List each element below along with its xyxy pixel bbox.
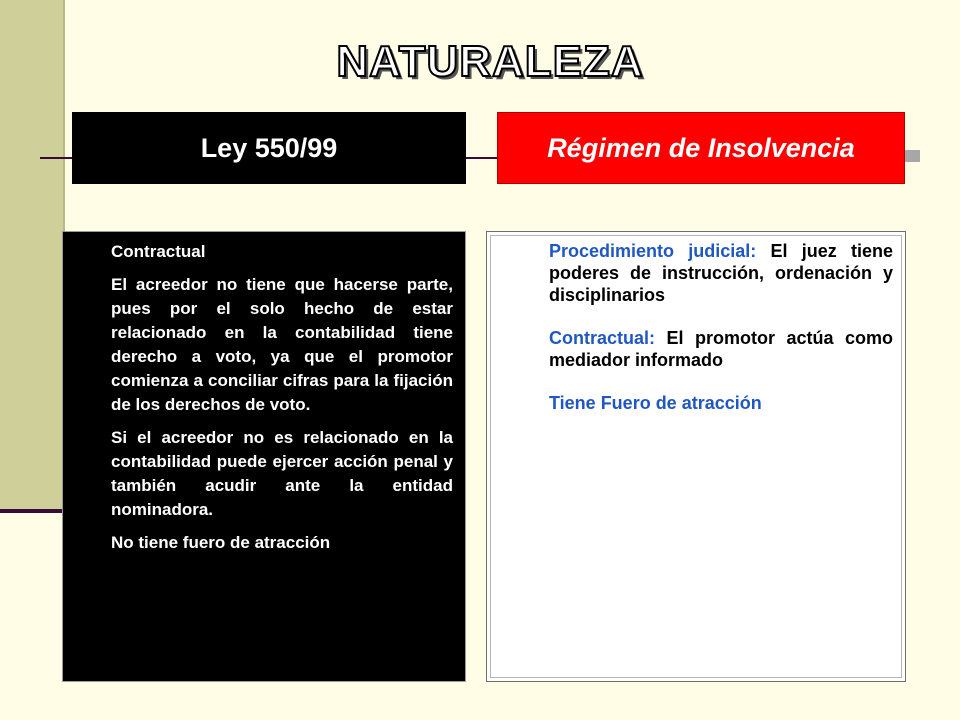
left-content-panel — [62, 231, 466, 682]
right-item-1 — [549, 240, 893, 306]
left-paragraph-4: No tiene fuero de atracción — [111, 533, 331, 552]
left-paragraph-1: Contractual — [111, 242, 206, 261]
right-item-2-text: El promotor actúa como mediador informado — [549, 328, 893, 370]
right-item-1-label: Procedimiento judicial: — [549, 241, 757, 261]
slide-title: NATURALEZA — [336, 37, 644, 86]
right-item-3-label: Tiene Fuero de atracción — [549, 393, 762, 413]
left-paragraph-3: Si el acreedor no es relacionado en la contabilidad puede ejercer acción penal y también acudir ante la entidad nominadora. — [111, 428, 453, 519]
left-paragraph-2: El acreedor no tiene que hacerse parte, pues por el solo hecho de estar relacionado en la contabilidad tiene derecho a voto, ya que el promotor comienza a conciliar cifras para la fijación de los derechos de voto. — [111, 275, 453, 414]
right-content-panel — [486, 231, 906, 682]
header-regimen-insolvencia: Régimen de Insolvencia — [497, 112, 905, 184]
right-item-2-label: Contractual: — [549, 328, 656, 348]
right-item-1-text: El juez tiene poderes de instrucción, ordenación y disciplinarios — [549, 241, 893, 305]
left-bar-underline — [0, 509, 66, 513]
header-ley-550: Ley 550/99 — [72, 112, 466, 184]
right-item-2 — [549, 327, 893, 371]
right-item-3 — [549, 392, 893, 414]
